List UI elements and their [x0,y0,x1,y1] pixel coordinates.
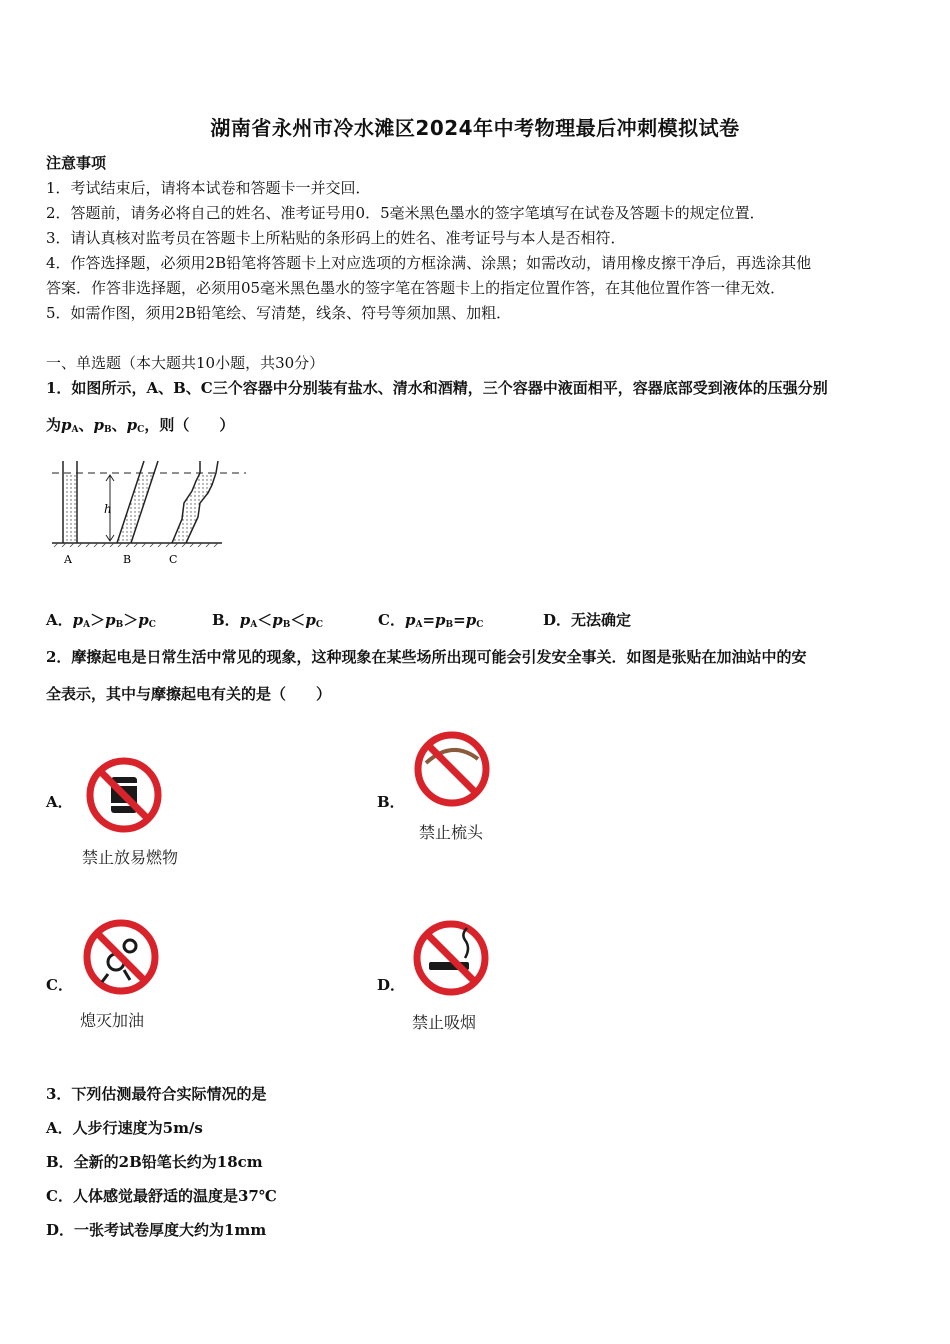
q2-option-c-label[interactable]: C． [46,976,73,994]
q3-option-a[interactable]: A．人步行速度为5m/s [46,1119,203,1137]
q1-option-b[interactable]: B．$p_A<p_B<p_C$ [212,611,323,630]
notice-item: 3．请认真核对监考员在答题卡上所粘贴的条形码上的姓名、准考证号与本人是否相符． [46,229,626,247]
q2-option-a-caption: 禁止放易燃物 [82,848,179,867]
label-c: C [169,553,178,566]
label-b: B [123,553,132,566]
no-combing-sign-icon[interactable] [412,729,492,809]
no-flammables-sign-icon[interactable] [84,755,164,835]
notice-item: 2．答题前，请务必将自己的姓名、准考证号用0．5毫米黑色墨水的签字笔填写在试卷及答题卡的规定位置． [46,204,765,222]
q2-option-b-caption: 禁止梳头 [419,823,484,842]
q3-option-c[interactable]: C．人体感觉最舒适的温度是37℃ [46,1187,277,1205]
no-smoking-sign-icon[interactable] [411,918,491,998]
height-label: h [104,502,112,516]
q2-option-c-caption: 熄灭加油 [80,1011,145,1030]
q2-option-d-label[interactable]: D． [377,976,406,994]
question-2-stem: 2．摩擦起电是日常生活中常见的现象，这种现象在某些场所出现可能会引发安全事关．如图是张贴在加油站中的安 [46,648,807,666]
notice-item: 答案．作答非选择题，必须用05毫米黑色墨水的签字笔在答题卡上的指定位置作答，在其他位置作答一律无效． [46,279,786,297]
question-1-stem: 1．如图所示，A、B、C三个容器中分别装有盐水、清水和酒精，三个容器中液面相平，容器底部受到液体的压强分别 [46,379,828,397]
question-3-stem: 3．下列估测最符合实际情况的是 [46,1085,267,1103]
page-title: 湖南省永州市冷水滩区2024年中考物理最后冲刺模拟试卷 [210,116,740,140]
notice-heading: 注意事项 [46,154,107,172]
q2-option-b-label[interactable]: B． [377,793,405,811]
q2-option-d-caption: 禁止吸烟 [412,1013,477,1032]
q1-option-a[interactable]: A．$p_A>p_B>p_C$ [46,611,156,630]
container-figure [50,455,250,573]
container-c-liquid [172,473,216,543]
question-2-stem-line2: 全表示，其中与摩擦起电有关的是（ ） [46,685,332,703]
notice-item: 4．作答选择题，必须用2B铅笔将答题卡上对应选项的方框涂满、涂黑；如需改动，请用橡皮擦干净后，再选涂其他 [46,254,812,272]
q3-option-b[interactable]: B．全新的2B铅笔长约为18cm [46,1153,263,1171]
q2-option-a-label[interactable]: A． [46,793,73,811]
q1-option-d[interactable]: D．无法确定 [543,611,632,629]
notice-item: 5．如需作图，须用2B铅笔绘、写清楚，线条、符号等须加黑、加粗． [46,304,512,322]
section-heading: 一、单选题（本大题共10小题，共30分） [46,354,325,372]
question-1-stem-line2: 为$p_A$、$p_B$、$p_C$，则（ ） [46,416,235,435]
notice-item: 1．考试结束后，请将本试卷和答题卡一并交回． [46,179,371,197]
q3-option-d[interactable]: D．一张考试卷厚度大约为1mm [46,1221,267,1239]
extinguish-refuel-sign-icon[interactable] [80,916,162,998]
container-a-liquid [64,473,76,543]
q1-option-c[interactable]: C．$p_A=p_B=p_C$ [378,611,484,630]
label-a: A [64,553,72,566]
